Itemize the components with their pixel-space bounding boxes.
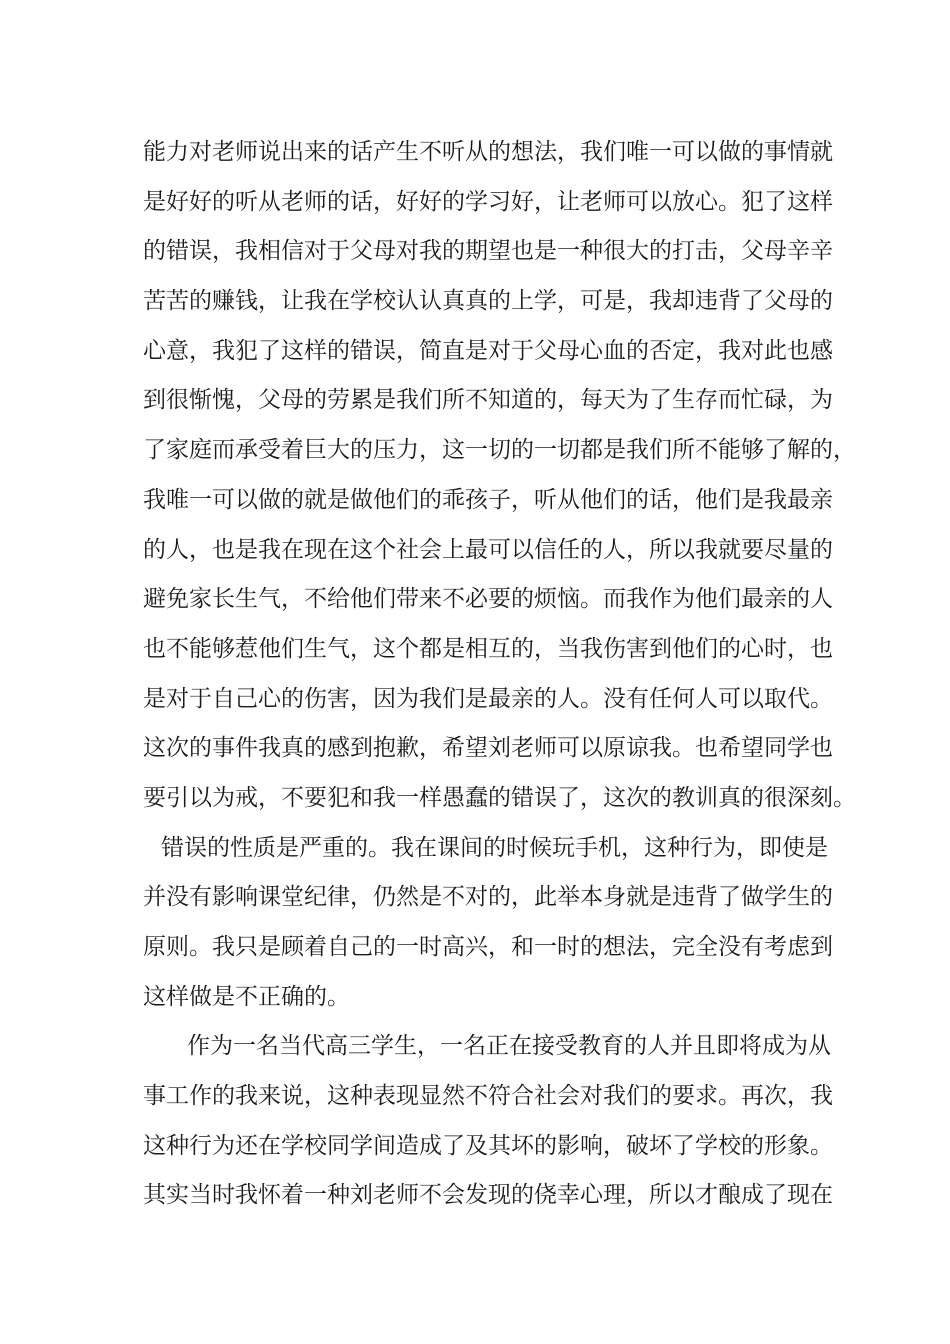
text-line: 也不能够惹他们生气，这个都是相互的，当我伤害到他们的心时，也 <box>143 635 833 662</box>
text-line: 的人，也是我在现在这个社会上最可以信任的人，所以我就要尽量的 <box>143 536 833 563</box>
text-line: 苦苦的赚钱，让我在学校认认真真的上学，可是，我却违背了父母的 <box>143 288 833 315</box>
text-line: 是对于自己心的伤害，因为我们是最亲的人。没有任何人可以取代。 <box>143 685 833 712</box>
text-line: 这种行为还在学校同学间造成了及其坏的影响，破坏了学校的形象。 <box>143 1132 833 1159</box>
text-line: 这次的事件我真的感到抱歉，希望刘老师可以原谅我。也希望同学也 <box>143 735 833 762</box>
text-line: 了家庭而承受着巨大的压力，这一切的一切都是我们所不能够了解的， <box>143 437 856 464</box>
text-line: 原则。我只是顾着自己的一时高兴，和一时的想法，完全没有考虑到 <box>143 934 833 960</box>
text-line: 的错误，我相信对于父母对我的期望也是一种很大的打击，父母辛辛 <box>143 238 833 265</box>
paragraph-first-line: 作为一名当代高三学生，一名正在接受教育的人并且即将成为从 <box>187 1033 831 1060</box>
text-line: 事工作的我来说，这种表现显然不符合社会对我们的要求。再次，我 <box>143 1083 833 1110</box>
text-line: 避免家长生气，不给他们带来不必要的烦恼。而我作为他们最亲的人 <box>143 586 833 613</box>
text-line: 这样做是不正确的。 <box>143 983 350 1010</box>
paragraph-first-line: 错误的性质是严重的。我在课间的时候玩手机，这种行为，即使是 <box>161 834 828 861</box>
text-line: 我唯一可以做的就是做他们的乖孩子，听从他们的话，他们是我最亲 <box>143 486 833 513</box>
text-line: 是好好的听从老师的话，好好的学习好，让老师可以放心。犯了这样 <box>143 188 833 215</box>
text-line: 到很惭愧，父母的劳累是我们所不知道的，每天为了生存而忙碌，为 <box>143 387 833 414</box>
document-body <box>143 128 856 1221</box>
text-line: 心意，我犯了这样的错误，简直是对于父母心血的否定，我对此也感 <box>143 337 833 364</box>
text-line: 并没有影响课堂纪律，仍然是不对的，此举本身就是违背了做学生的 <box>143 884 833 911</box>
text-line: 要引以为戒，不要犯和我一样愚蠢的错误了，这次的教训真的很深刻。 <box>143 784 856 811</box>
text-line: 能力对老师说出来的话产生不听从的想法，我们唯一可以做的事情就 <box>143 139 833 165</box>
text-line: 其实当时我怀着一种刘老师不会发现的侥幸心理，所以才酿成了现在 <box>143 1182 833 1209</box>
